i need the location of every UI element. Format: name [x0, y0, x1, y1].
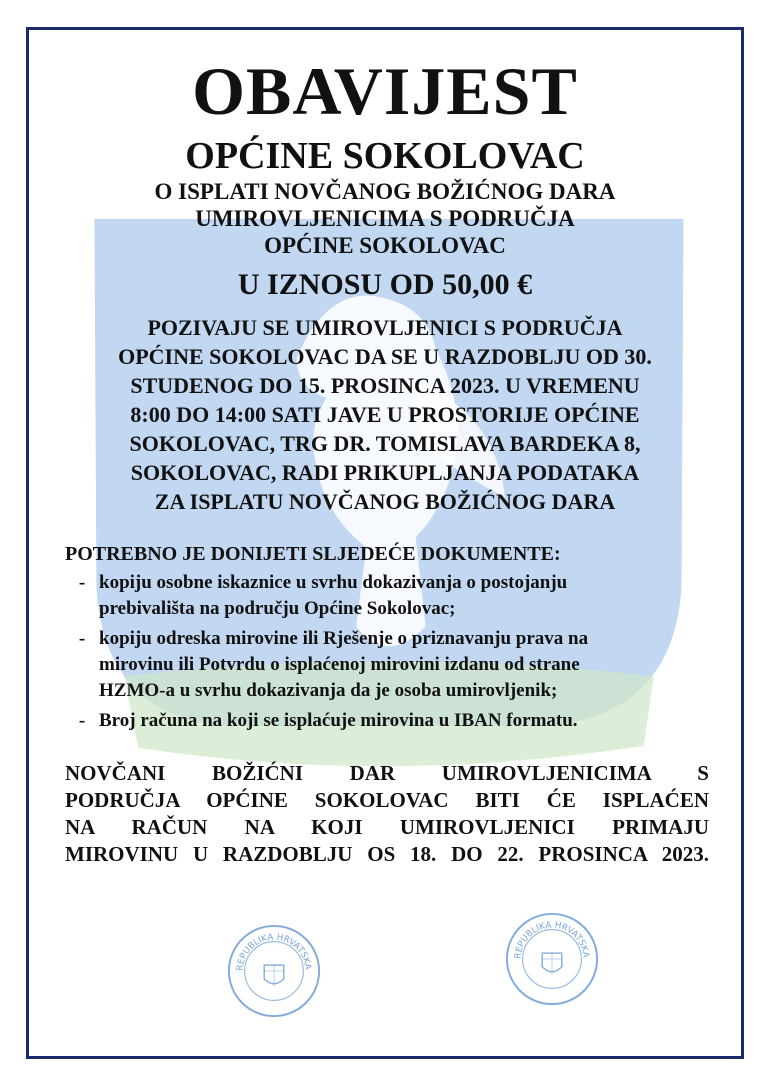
- document-item: [65, 570, 715, 622]
- document-item-text: [99, 570, 715, 622]
- call-line: SOKOLOVAC, RADI PRIKUPLJANJA PODATAKA: [130, 460, 640, 485]
- notice-content: [29, 30, 741, 1056]
- document-line: kopiju odreska mirovine ili Rješenje o priznavanju prava na: [99, 628, 589, 649]
- seal-text: REPUBLIKA HRVATSKA: [235, 932, 313, 972]
- seal-text: REPUBLIKA HRVATSKA: [513, 920, 591, 960]
- documents-heading: POTREBNO JE DONIJETI SLJEDEĆE DOKUMENTE:: [65, 543, 561, 565]
- call-line: ZA ISPLATU NOVČANOG BOŽIĆNOG DARA: [154, 489, 616, 514]
- subject-line: UMIROVLJENICIMA S PODRUČJA: [195, 206, 575, 231]
- document-item-text: [99, 626, 715, 704]
- closing-line: NOVČANI BOŽIĆNI DAR UMIROVLJENICIMA S: [65, 761, 709, 785]
- call-line: STUDENOG DO 15. PROSINCA 2023. U VREMENU: [130, 373, 640, 398]
- required-documents: [65, 540, 715, 738]
- notice-title: OBAVIJEST: [192, 53, 578, 129]
- notice-amount: U IZNOSU OD 50,00 €: [237, 268, 533, 301]
- list-bullet: -: [78, 710, 86, 731]
- official-seal-left: [225, 922, 323, 1020]
- call-line: OPĆINE SOKOLOVAC DA SE U RAZDOBLJU OD 30.: [118, 344, 652, 369]
- call-line: POZIVAJU SE UMIROVLJENICI S PODRUČJA: [147, 315, 623, 340]
- document-item-text: [99, 708, 715, 734]
- notice-frame: [26, 27, 744, 1059]
- document-line: kopiju osobne iskaznice u svrhu dokazivanja o postojanju: [99, 572, 568, 593]
- notice-subject: [29, 178, 741, 259]
- document-line: Broj računa na koji se isplaćuje mirovina u IBAN formatu.: [99, 710, 578, 731]
- notice-closing-paragraph: [65, 760, 709, 868]
- official-seal-right: [503, 910, 601, 1008]
- document-item: [65, 626, 715, 704]
- document-item: [65, 708, 715, 734]
- document-line: prebivališta na području Općine Sokolovac;: [99, 598, 456, 619]
- closing-line: PODRUČJA OPĆINE SOKOLOVAC BITI ĆE ISPLAĆEN: [65, 788, 709, 812]
- subject-line: O ISPLATI NOVČANOG BOŽIĆNOG DARA: [154, 179, 616, 204]
- call-line: 8:00 DO 14:00 SATI JAVE U PROSTORIJE OPĆINE: [130, 402, 640, 427]
- notice-call-paragraph: [29, 313, 741, 516]
- notice-subtitle: OPĆINE SOKOLOVAC: [185, 135, 585, 177]
- closing-line: NA RAČUN NA KOJI UMIROVLJENICI PRIMAJU: [65, 815, 709, 839]
- document-line: HZMO-a u svrhu dokazivanja da je osoba umirovljenik;: [99, 680, 558, 701]
- list-bullet: -: [78, 628, 86, 649]
- call-line: SOKOLOVAC, TRG DR. TOMISLAVA BARDEKA 8,: [129, 431, 641, 456]
- document-line: mirovinu ili Potvrdu o isplaćenoj mirovini izdanu od strane: [99, 654, 580, 675]
- list-bullet: -: [78, 572, 86, 593]
- subject-line: OPĆINE SOKOLOVAC: [264, 233, 506, 258]
- closing-line: MIROVINU U RAZDOBLJU OS 18. DO 22. PROSINCA 2023.: [65, 842, 709, 866]
